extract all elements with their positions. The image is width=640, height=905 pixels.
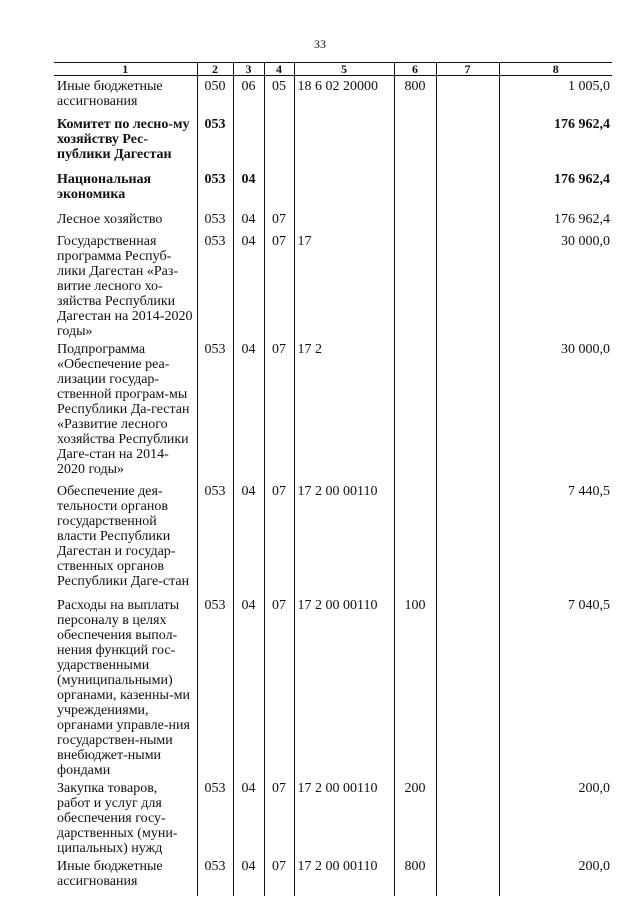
cell-col7: [436, 339, 499, 481]
cell-section: 04: [233, 169, 264, 209]
cell-target-article: 18 6 02 20000: [294, 76, 394, 114]
column-header: 1: [54, 63, 197, 76]
row-name: Подпрограмма «Обеспечение реа-лизации государ-ственной програм-мы Республики Да-гестан «Развитие лесного хозяйства Республики Даге-стан на 2014-2020 годы»: [57, 341, 190, 477]
table-row: [54, 231, 612, 339]
page-number: 33: [314, 37, 326, 51]
table-row: [54, 169, 612, 209]
cell-ministry-code: 053: [197, 481, 233, 595]
cell-amount: 1 005,0: [499, 76, 612, 114]
cell-expense-type: 200: [394, 778, 436, 856]
row-name: Национальная экономика: [57, 171, 152, 202]
cell-subsection: 07: [264, 339, 294, 481]
cell-col7: [436, 169, 499, 209]
table-row: [54, 339, 612, 481]
row-name: Иные бюджетные ассигнования: [57, 79, 163, 109]
cell-amount: 176 962,4: [499, 169, 612, 209]
cell-section: 04: [233, 595, 264, 778]
cell-ministry-code: 053: [197, 114, 233, 169]
cell-target-article: 17: [294, 231, 394, 339]
table-row: [54, 209, 612, 231]
cell-ministry-code: 053: [197, 339, 233, 481]
column-header: 2: [197, 63, 233, 76]
cell-subsection: 07: [264, 231, 294, 339]
cell-subsection: [264, 114, 294, 169]
cell-section: [233, 114, 264, 169]
cell-col7: [436, 856, 499, 896]
cell-amount: 176 962,4: [499, 114, 612, 169]
column-header: 8: [499, 63, 612, 76]
cell-expense-type: 800: [394, 76, 436, 114]
cell-col7: [436, 76, 499, 114]
cell-amount: 200,0: [499, 778, 612, 856]
row-name: Комитет по лесно-му хозяйству Рес-публики Дагестан: [57, 116, 190, 162]
cell-ministry-code: 053: [197, 169, 233, 209]
cell-ministry-code: 053: [197, 856, 233, 896]
cell-col7: [436, 209, 499, 231]
cell-target-article: [294, 114, 394, 169]
cell-section: 04: [233, 856, 264, 896]
cell-target-article: 17 2 00 00110: [294, 778, 394, 856]
cell-subsection: 05: [264, 76, 294, 114]
cell-target-article: 17 2 00 00110: [294, 856, 394, 896]
cell-ministry-code: 053: [197, 231, 233, 339]
cell-expense-type: [394, 231, 436, 339]
table-row: [54, 778, 612, 856]
cell-target-article: 17 2 00 00110: [294, 595, 394, 778]
cell-target-article: 17 2 00 00110: [294, 481, 394, 595]
table-body: [54, 76, 612, 896]
cell-expense-type: [394, 114, 436, 169]
column-header: 6: [394, 63, 436, 76]
cell-expense-type: [394, 169, 436, 209]
cell-ministry-code: 053: [197, 595, 233, 778]
cell-expense-type: [394, 339, 436, 481]
cell-target-article: 17 2: [294, 339, 394, 481]
table-row: [54, 595, 612, 778]
cell-ministry-code: 050: [197, 76, 233, 114]
cell-subsection: 07: [264, 778, 294, 856]
column-header: 7: [436, 63, 499, 76]
table-row: [54, 76, 612, 114]
cell-section: 06: [233, 76, 264, 114]
cell-subsection: 07: [264, 595, 294, 778]
cell-section: 04: [233, 209, 264, 231]
column-header: 4: [264, 63, 294, 76]
row-name: Лесное хозяйство: [57, 211, 163, 227]
cell-section: 04: [233, 778, 264, 856]
cell-ministry-code: 053: [197, 209, 233, 231]
table-row: [54, 856, 612, 896]
row-name: Иные бюджетные ассигнования: [57, 858, 163, 889]
column-header: 3: [233, 63, 264, 76]
cell-target-article: [294, 209, 394, 231]
cell-col7: [436, 231, 499, 339]
cell-target-article: [294, 169, 394, 209]
column-header: 5: [294, 63, 394, 76]
cell-amount: 30 000,0: [499, 231, 612, 339]
cell-expense-type: [394, 209, 436, 231]
table-row: [54, 481, 612, 595]
cell-col7: [436, 595, 499, 778]
cell-section: 04: [233, 481, 264, 595]
cell-col7: [436, 114, 499, 169]
cell-subsection: 07: [264, 856, 294, 896]
cell-amount: 176 962,4: [499, 209, 612, 231]
cell-expense-type: [394, 481, 436, 595]
cell-amount: 7 040,5: [499, 595, 612, 778]
cell-expense-type: 100: [394, 595, 436, 778]
row-name: Обеспечение дея-тельности органов государственной власти Республики Дагестан и государ-ственных органов Республики Даге-стан: [57, 483, 190, 589]
cell-section: 04: [233, 231, 264, 339]
cell-amount: 7 440,5: [499, 481, 612, 595]
cell-col7: [436, 778, 499, 856]
cell-subsection: 07: [264, 209, 294, 231]
row-name: Закупка товаров, работ и услуг для обеспечения госу-дарственных (муни-ципальных) нужд: [57, 780, 178, 856]
table-header: [54, 63, 612, 76]
table-row: [54, 114, 612, 169]
budget-table: [54, 62, 612, 896]
row-name: Государственная программа Респуб-лики Дагестан «Раз-витие лесного хо-зяйства Республики Дагестан на 2014-2020 годы»: [57, 233, 193, 339]
cell-amount: 30 000,0: [499, 339, 612, 481]
cell-subsection: 07: [264, 481, 294, 595]
cell-subsection: [264, 169, 294, 209]
row-name: Расходы на выплаты персоналу в целях обеспечения выпол-нения функций гос-ударственными (муниципальными) органами, казенны-ми учреждениями, органами управле-ния государствен-ными внебюджет-ными фондами: [57, 597, 190, 778]
cell-col7: [436, 481, 499, 595]
cell-section: 04: [233, 339, 264, 481]
cell-expense-type: 800: [394, 856, 436, 896]
cell-amount: 200,0: [499, 856, 612, 896]
cell-ministry-code: 053: [197, 778, 233, 856]
